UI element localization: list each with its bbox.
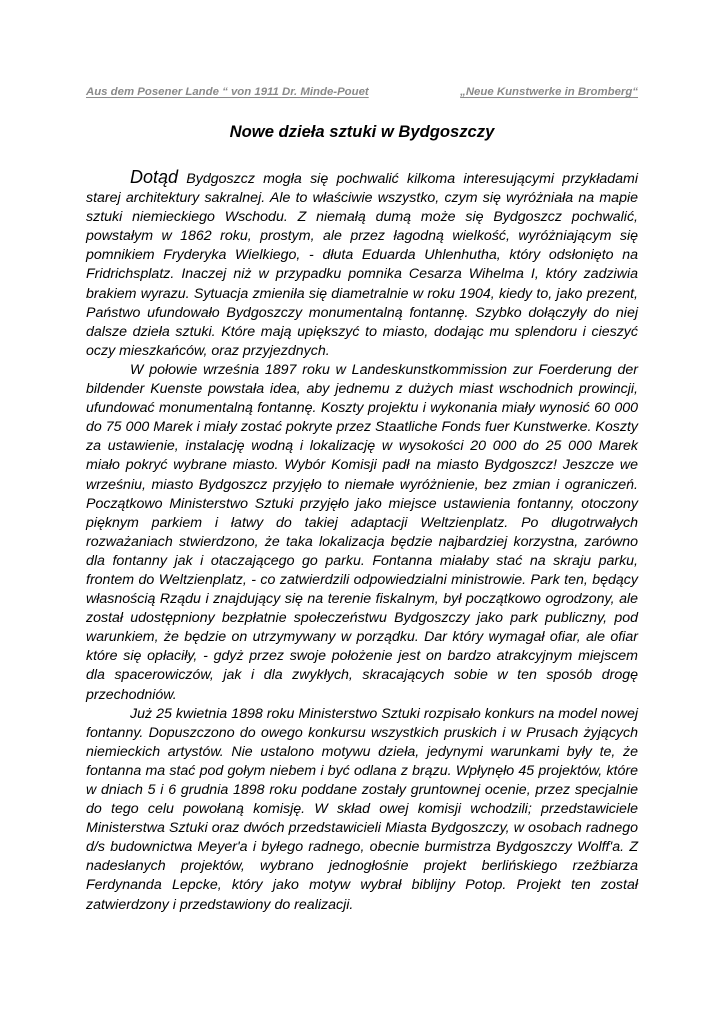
paragraph-text: Bydgoszcz mogła się pochwalić kilkoma interesującymi przykładami starej architektury sakralnej. Ale to właściwie wszystko, czym się wyróżniała na mapie sztuki niemieckiego Wschodu. Z niemałą dumą może się Bydgoszcz pochwalić, powstałym w 1862 roku, prostym, ale przez łagodną wielkość, wyróżniającym się pomnikiem Fryderyka Wielkiego, - dłuta Eduarda Uhlenhutha, który odsłonięto na Fridrichsplatz. Inaczej niż w przypadku pomnika Cesarza Wihelma I, który zadziwia brakiem wyrazu. Sytuacja zmieniła się diametralnie w roku 1904, kiedy to, jako prezent, Państwo ufundowało Bydgoszczy monumentalną fontannę. Szybko dołączyły do niej dalsze dzieła sztuki. Które mają upiększyć to miasto, dodając mu splendoru i cieszyć oczy mieszkańców, oraz przyjezdnych. [86, 171, 638, 359]
document-title: Nowe dzieła sztuki w Bydgoszczy [229, 122, 495, 141]
paragraph-1 [86, 168, 638, 361]
paragraph-lead-word: Dotąd [130, 167, 179, 187]
paragraph-3: Już 25 kwietnia 1898 roku Ministerstwo Sztuki rozpisało konkurs na model nowej fontanny. Dopuszczono do owego konkursu wszystkich pruskich i w Prusach żyjących niemieckich artystów. Nie ustalono motywu dzieła, jedynymi warunkami były te, że fontanna ma stać pod gołym niebem i być odlana z brązu. Wpłynęło 45 projektów, które w dniach 5 i 6 grudnia 1898 roku poddane zostały gruntownej ocenie, przez specjalnie do tego celu powołaną komisję. W skład owej komisji wchodzili; przedstawiciele Ministerstwa Sztuki oraz dwóch przedstawicieli Miasta Bydgoszczy, w osobach radnego d/s budownictwa Meyer'a i byłego radnego, obecnie burmistrza Bydgoszczy Wolff'a. Z nadesłanych projektów, wybrano jednogłośnie projekt berlińskiego rzeźbiarza Ferdynanda Lepcke, który jako motyw wybrał biblijny Potop. Projekt ten został zatwierdzony i przedstawiony do realizacji. [86, 705, 638, 913]
paragraph-2: W połowie września 1897 roku w Landeskunstkommission zur Foerderung der bildender Kuenste powstała idea, aby jednemu z dużych miast wschodnich prowincji, ufundować monumentalną fontannę. Koszty projektu i wykonania miały wynosić 60 000 do 75 000 Marek i miały zostać pokryte przez Staatliche Fonds fuer Kunstwerke. Koszty za ustawienie, instalację wodną i lokalizację w wysokości 20 000 do 25 000 Marek miało pokryć wybrane miasto. Wybór Komisji padł na miasto Bydgoszcz! Jeszcze we wrześniu, miasto Bydgoszcz przyjęło to niemałe wyróżnienie, bez zmian i ograniczeń. Początkowo Ministerstwo Sztuki przyjęło jako miejsce ustawienia fontanny, otoczony pięknym parkiem i łatwy do takiej adaptacji Weltzienplatz. Po długotrwałych rozważaniach stwierdzono, że taka lokalizacja będzie najbardziej korzystna, zarówno dla fontanny jak i otaczającego go parku. Fontanna miałaby stać na skraju parku, frontem do Weltzienplatz, - co zatwierdzili odpowiedzialni ministrowie. Park ten, będący własnością Rządu i znajdujący się na terenie fiskalnym, był początkowo ogrodzony, ale został udostępniony bezpłatnie społeczeństwu Bydgoszczy jako park publiczny, pod warunkiem, że będzie on utrzymywany w porządku. Dar który wymagał ofiar, ale ofiar które się opłaciły, - gdyż przez swoje położenie jest on bardzo atrakcyjnym miejscem dla spacerowiczów, jak i dla zwykłych, skracających sobie w ten sposób drogę przechodniów. [86, 361, 638, 703]
document-body [86, 168, 638, 915]
running-header [86, 86, 638, 98]
header-source: Aus dem Posener Lande “ von 1911 Dr. Minde-Pouet [86, 86, 369, 98]
header-original-title: „Neue Kunstwerke in Bromberg“ [460, 86, 638, 98]
